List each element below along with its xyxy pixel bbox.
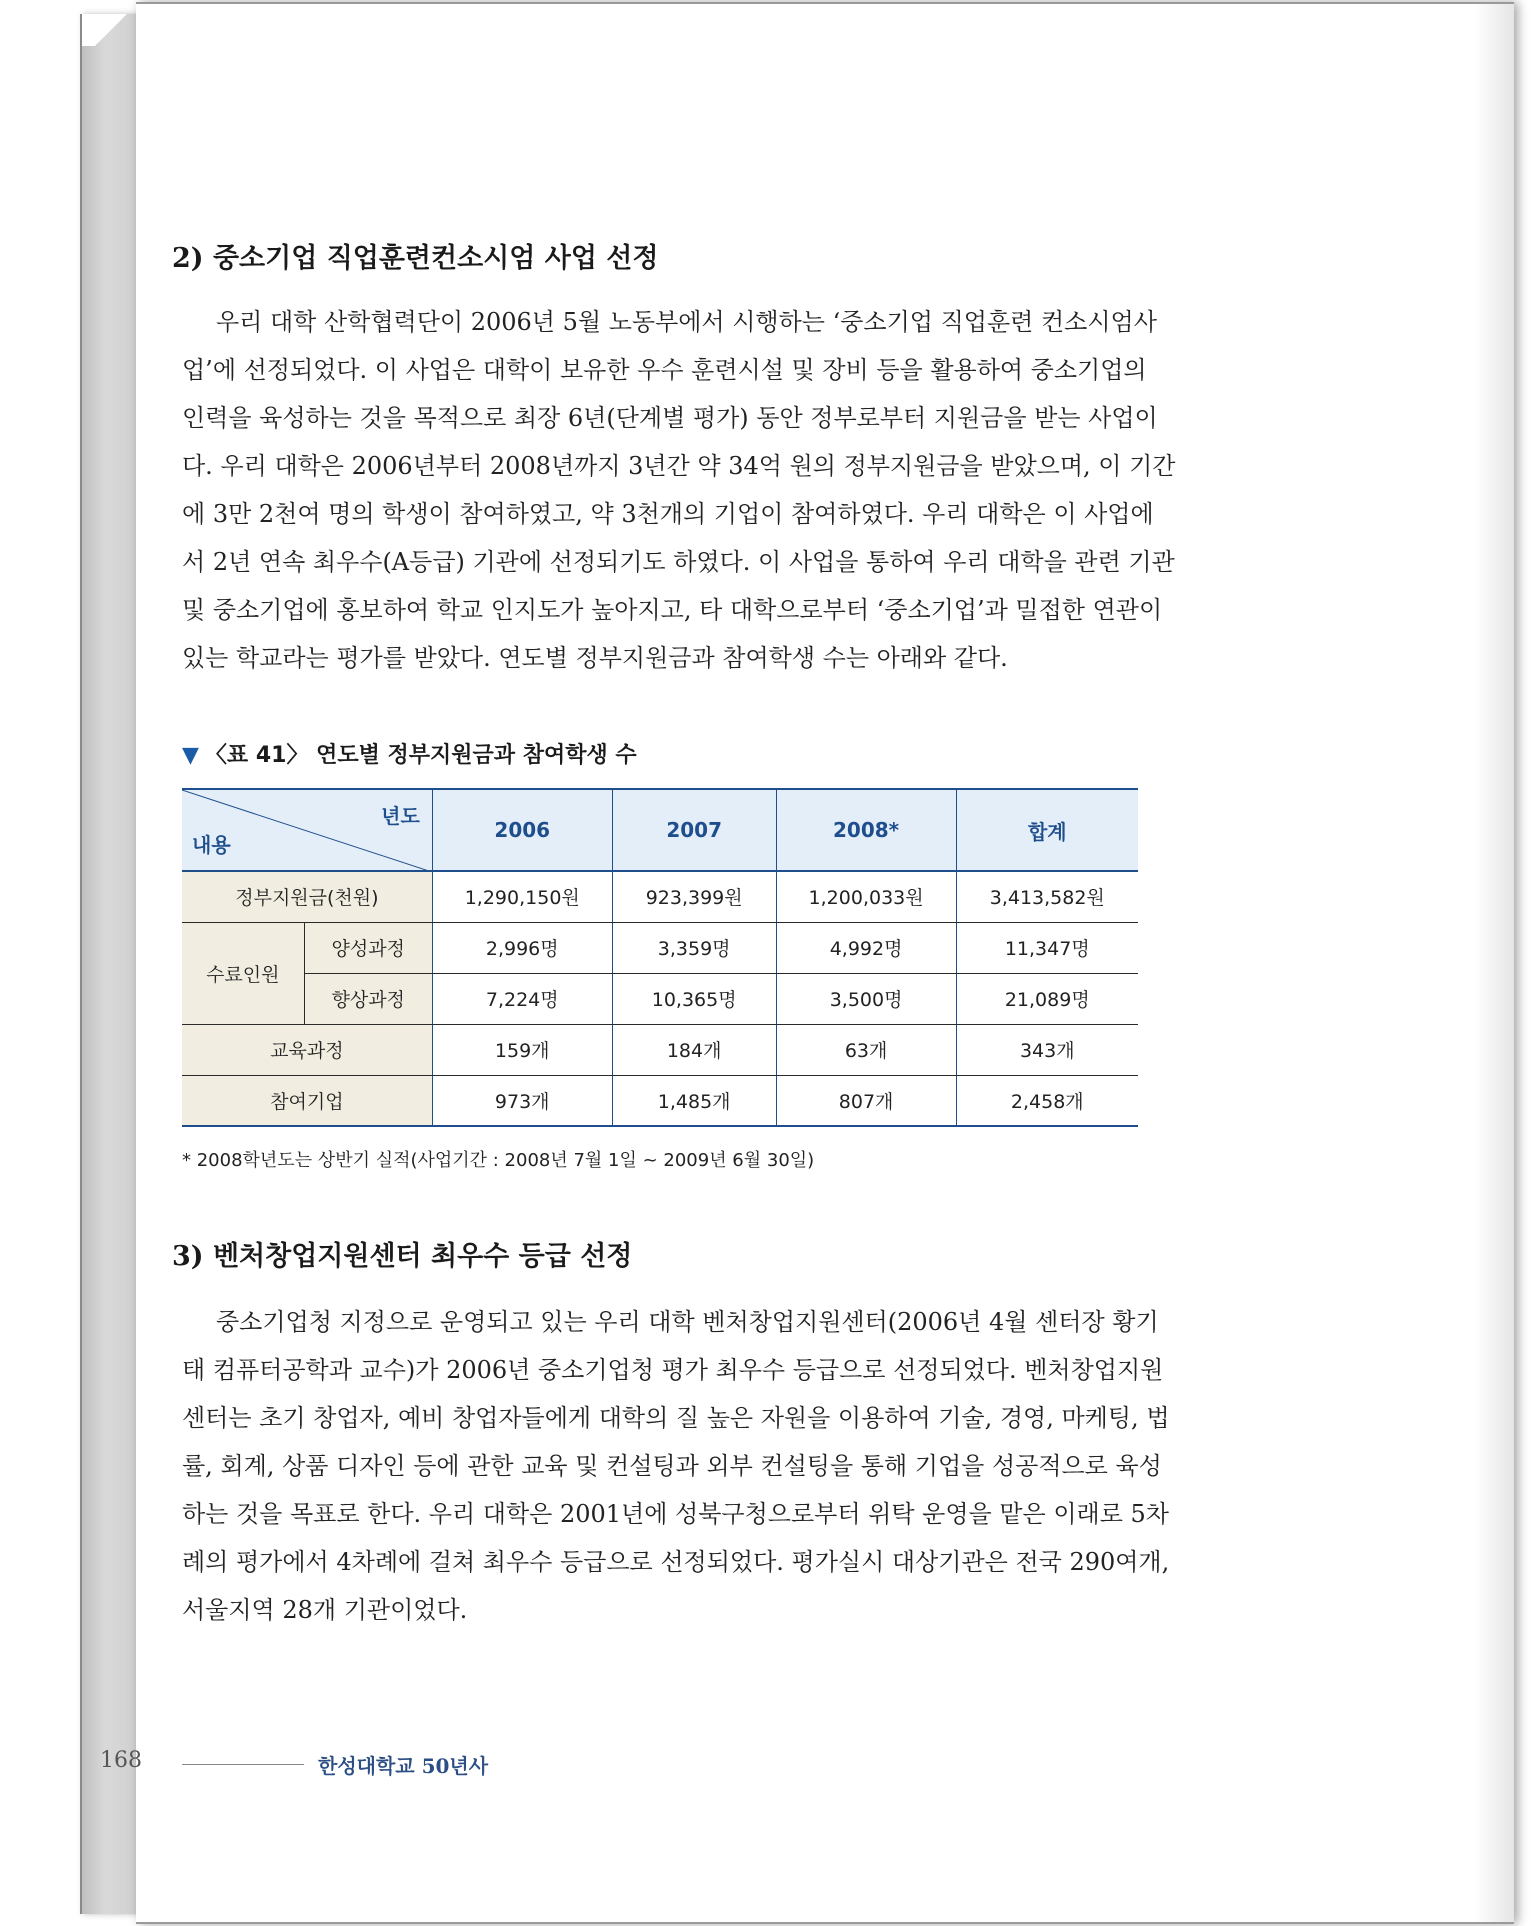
- table-cell: 10,365명: [612, 973, 776, 1024]
- table-cell: 3,413,582원: [956, 871, 1138, 922]
- table-cell: 1,200,033원: [776, 871, 956, 922]
- table-cell: 1,290,150원: [432, 871, 612, 922]
- footer-rule: [182, 1764, 304, 1765]
- section-3-body: [182, 1298, 1170, 1634]
- table-cell: 4,992명: [776, 922, 956, 973]
- text-line: 다. 우리 대학은 2006년부터 2008년까지 3년간 약 34억 원의 정부지원금을 받았으며, 이 기간: [182, 452, 1176, 480]
- table-cell: 21,089명: [956, 973, 1138, 1024]
- text-line: 우리 대학 산학협력단이 2006년 5월 노동부에서 시행하는 ‘중소기업 직업훈련 컨소시엄사: [216, 308, 1157, 336]
- corner-content-label: 내용: [192, 833, 231, 857]
- table-cell: 1,485개: [612, 1075, 776, 1126]
- row-label: 참여기업: [182, 1075, 432, 1126]
- table-cell: 343개: [956, 1024, 1138, 1075]
- funding-table: [182, 788, 1138, 1127]
- table-cell: 184개: [612, 1024, 776, 1075]
- book-title: 한성대학교 50년사: [318, 1754, 489, 1778]
- text-line: 하는 것을 목표로 한다. 우리 대학은 2001년에 성북구청으로부터 위탁 운영을 맡은 이래로 5차: [182, 1500, 1169, 1528]
- column-header: 2008*: [776, 789, 956, 871]
- text-line: 센터는 초기 창업자, 예비 창업자들에게 대학의 질 높은 자원을 이용하여 기술, 경영, 마케팅, 법: [182, 1404, 1170, 1432]
- page-number: 168: [100, 1748, 142, 1773]
- table-cell: 11,347명: [956, 922, 1138, 973]
- text-line: 에 3만 2천여 명의 학생이 참여하였고, 약 3천개의 기업이 참여하였다. 우리 대학은 이 사업에: [182, 500, 1154, 528]
- section-2-heading: 2) 중소기업 직업훈련컨소시엄 사업 선정: [172, 243, 659, 274]
- table-cell: 159개: [432, 1024, 612, 1075]
- table-cell: 923,399원: [612, 871, 776, 922]
- table-row: [182, 973, 1138, 1024]
- column-header: 2006: [432, 789, 612, 871]
- row-label: 정부지원금(천원): [182, 871, 432, 922]
- table-caption: [182, 738, 637, 769]
- row-label: 교육과정: [182, 1024, 432, 1075]
- table-cell: 7,224명: [432, 973, 612, 1024]
- row-label: 향상과정: [304, 973, 432, 1024]
- table-cell: 63개: [776, 1024, 956, 1075]
- table-header-row: [182, 789, 1138, 871]
- text-line: 례의 평가에서 4차례에 걸쳐 최우수 등급으로 선정되었다. 평가실시 대상기관은 전국 290여개,: [182, 1548, 1170, 1576]
- row-group-label: 수료인원: [182, 922, 304, 1024]
- table-cell: 807개: [776, 1075, 956, 1126]
- triangle-down-icon: ▼: [182, 743, 199, 768]
- section-2-body: [182, 298, 1176, 682]
- text-line: 서 2년 연속 최우수(A등급) 기관에 선정되기도 하였다. 이 사업을 통하여 우리 대학을 관련 기관: [182, 548, 1175, 576]
- text-line: 서울지역 28개 기관이었다.: [182, 1596, 468, 1624]
- table-footnote: * 2008학년도는 상반기 실적(사업기간 : 2008년 7월 1일 ~ 2009년 6월 30일): [182, 1150, 815, 1171]
- table-row: [182, 871, 1138, 922]
- corner-year-label: 년도: [381, 804, 420, 828]
- text-line: 중소기업청 지정으로 운영되고 있는 우리 대학 벤처창업지원센터(2006년 4월 센터장 황기: [216, 1308, 1159, 1336]
- text-line: 및 중소기업에 홍보하여 학교 인지도가 높아지고, 타 대학으로부터 ‘중소기업’과 밀접한 연관이: [182, 596, 1163, 624]
- table-cell: 2,996명: [432, 922, 612, 973]
- table-cell: 3,500명: [776, 973, 956, 1024]
- column-header: 2007: [612, 789, 776, 871]
- table-cell: 3,359명: [612, 922, 776, 973]
- book-edge: [80, 14, 140, 1914]
- table-row: [182, 922, 1138, 973]
- table-row: [182, 1075, 1138, 1126]
- column-header: 합계: [956, 789, 1138, 871]
- table-corner-cell: [182, 789, 432, 871]
- table-cell: 973개: [432, 1075, 612, 1126]
- table-cell: 2,458개: [956, 1075, 1138, 1126]
- section-3-heading: 3) 벤처창업지원센터 최우수 등급 선정: [172, 1241, 633, 1272]
- row-label: 양성과정: [304, 922, 432, 973]
- text-line: 업’에 선정되었다. 이 사업은 대학이 보유한 우수 훈련시설 및 장비 등을 활용하여 중소기업의: [182, 356, 1147, 384]
- text-line: 률, 회계, 상품 디자인 등에 관한 교육 및 컨설팅과 외부 컨설팅을 통해 기업을 성공적으로 육성: [182, 1452, 1162, 1480]
- text-line: 있는 학교라는 평가를 받았다. 연도별 정부지원금과 참여학생 수는 아래와 같다.: [182, 644, 1008, 672]
- table-row: [182, 1024, 1138, 1075]
- text-line: 인력을 육성하는 것을 목적으로 최장 6년(단계별 평가) 동안 정부로부터 지원금을 받는 사업이: [182, 404, 1158, 432]
- text-line: 태 컴퓨터공학과 교수)가 2006년 중소기업청 평가 최우수 등급으로 선정되었다. 벤처창업지원: [182, 1356, 1164, 1384]
- table-caption-text: 〈표 41〉 연도별 정부지원금과 참여학생 수: [204, 743, 637, 768]
